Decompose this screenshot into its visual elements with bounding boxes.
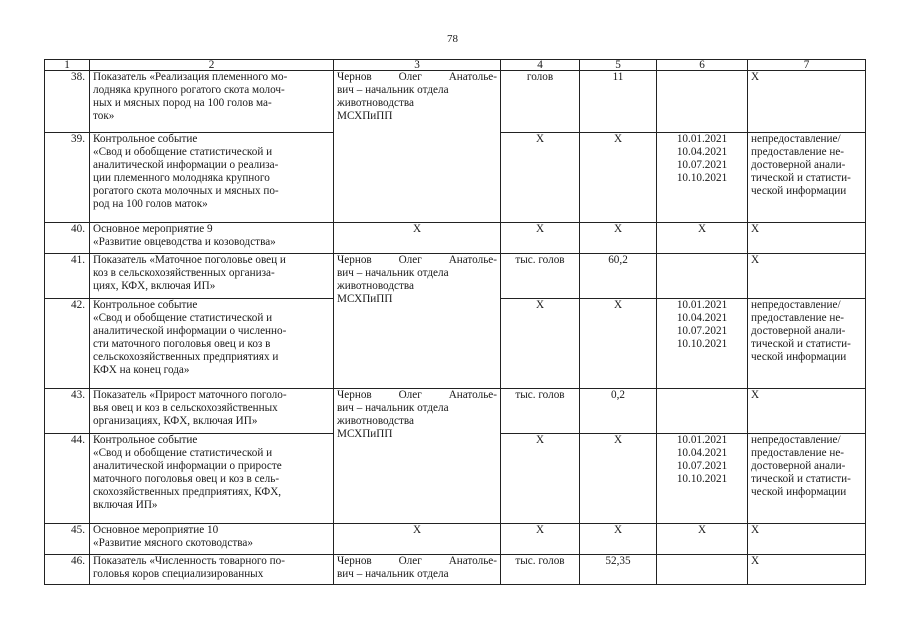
row-number: 39. <box>45 133 90 223</box>
unit-cell: X <box>501 299 580 389</box>
unit-cell: тыс. голов <box>501 555 580 585</box>
unit-cell: тыс. голов <box>501 254 580 299</box>
column-header: 1 <box>45 60 90 71</box>
value-cell: 52,35 <box>580 555 657 585</box>
responsible-line: животноводства <box>337 97 414 110</box>
table-row <box>45 71 866 133</box>
responsible-line: животноводства <box>337 415 414 428</box>
responsible-line: вич – начальник отдела <box>337 568 449 581</box>
column-number-row <box>45 60 866 71</box>
dates-cell <box>657 254 748 299</box>
unit-cell: X <box>501 434 580 524</box>
risk-cell: X <box>748 71 866 133</box>
value-cell: X <box>580 434 657 524</box>
responsible-cell: X <box>334 524 501 555</box>
responsible-line: МСХПиПП <box>337 428 393 441</box>
dates-cell <box>657 555 748 585</box>
table-row <box>45 254 866 299</box>
responsible-cell: X <box>334 223 501 254</box>
event-name: Контрольное событие «Свод и обобщение статистической и аналитической информации о реализа- ции племенного молодняка крупного рогатого скота молочных и мясных по- род на 100 голов маток» <box>90 133 334 223</box>
event-name: Основное мероприятие 10 «Развитие мясного скотоводства» <box>90 524 334 555</box>
column-header: 3 <box>334 60 501 71</box>
row-number: 40. <box>45 223 90 254</box>
column-header: 4 <box>501 60 580 71</box>
risk-cell: непредоставление/ предоставление не- достоверной анали- тической и статисти- ческой информации <box>748 133 866 223</box>
dates-cell: X <box>657 524 748 555</box>
dates-cell: 10.01.2021 10.04.2021 10.07.2021 10.10.2021 <box>657 133 748 223</box>
responsible-line: Чернов Олег Анатолье- <box>337 389 497 401</box>
dates-cell: X <box>657 223 748 254</box>
risk-cell: X <box>748 223 866 254</box>
responsible-line: Чернов Олег Анатолье- <box>337 555 497 567</box>
event-name: Показатель «Прирост маточного поголо- вья овец и коз в сельскохозяйственных организациях, КФХ, включая ИП» <box>90 389 334 434</box>
risk-cell: непредоставление/ предоставление не- достоверной анали- тической и статисти- ческой информации <box>748 299 866 389</box>
event-name: Контрольное событие «Свод и обобщение статистической и аналитической информации о численно- сти маточного поголовья овец и коз в сельскохозяйственных предприятиях и КФХ на конец года» <box>90 299 334 389</box>
value-cell: 0,2 <box>580 389 657 434</box>
responsible-line: Чернов Олег Анатолье- <box>337 254 497 266</box>
column-header: 7 <box>748 60 866 71</box>
responsible-line: Чернов Олег Анатолье- <box>337 71 497 83</box>
responsible-line: вич – начальник отдела <box>337 267 449 280</box>
event-name: Показатель «Реализация племенного мо- лодняка крупного рогатого скота молоч- ных и мясных пород на 100 голов ма- ток» <box>90 71 334 133</box>
responsible-executor <box>334 555 501 585</box>
dates-cell: 10.01.2021 10.04.2021 10.07.2021 10.10.2021 <box>657 434 748 524</box>
unit-cell: X <box>501 133 580 223</box>
unit-cell: X <box>501 524 580 555</box>
event-name: Основное мероприятие 9 «Развитие овцеводства и козоводства» <box>90 223 334 254</box>
unit-cell: голов <box>501 71 580 133</box>
row-number: 41. <box>45 254 90 299</box>
unit-cell: X <box>501 223 580 254</box>
risk-cell: непредоставление/ предоставление не- достоверной анали- тической и статисти- ческой информации <box>748 434 866 524</box>
responsible-line: МСХПиПП <box>337 110 393 123</box>
event-name: Показатель «Маточное поголовье овец и коз в сельскохозяйственных организа- циях, КФХ, включая ИП» <box>90 254 334 299</box>
table-row <box>45 223 866 254</box>
row-number: 46. <box>45 555 90 585</box>
responsible-executor <box>334 254 501 389</box>
event-name: Контрольное событие «Свод и обобщение статистической и аналитической информации о приросте маточного поголовья овец и коз в сель- скохозяйственных предприятиях, КФХ, включая ИП» <box>90 434 334 524</box>
value-cell: 60,2 <box>580 254 657 299</box>
responsible-line: вич – начальник отдела <box>337 402 449 415</box>
value-cell: X <box>580 299 657 389</box>
column-header: 2 <box>90 60 334 71</box>
risk-cell: X <box>748 254 866 299</box>
risk-cell: X <box>748 389 866 434</box>
table-row <box>45 555 866 585</box>
value-cell: 11 <box>580 71 657 133</box>
value-cell: X <box>580 223 657 254</box>
responsible-line: животноводства <box>337 280 414 293</box>
row-number: 45. <box>45 524 90 555</box>
dates-cell <box>657 71 748 133</box>
row-number: 44. <box>45 434 90 524</box>
table-row <box>45 389 866 434</box>
dates-cell: 10.01.2021 10.04.2021 10.07.2021 10.10.2021 <box>657 299 748 389</box>
page-number: 78 <box>447 33 458 45</box>
table-row <box>45 524 866 555</box>
dates-cell <box>657 389 748 434</box>
column-header: 6 <box>657 60 748 71</box>
program-table <box>44 59 866 585</box>
value-cell: X <box>580 133 657 223</box>
row-number: 38. <box>45 71 90 133</box>
responsible-line: МСХПиПП <box>337 293 393 306</box>
column-header: 5 <box>580 60 657 71</box>
responsible-executor <box>334 389 501 524</box>
risk-cell: X <box>748 555 866 585</box>
responsible-executor <box>334 71 501 223</box>
row-number: 43. <box>45 389 90 434</box>
value-cell: X <box>580 524 657 555</box>
unit-cell: тыс. голов <box>501 389 580 434</box>
risk-cell: X <box>748 524 866 555</box>
row-number: 42. <box>45 299 90 389</box>
responsible-line: вич – начальник отдела <box>337 84 449 97</box>
event-name: Показатель «Численность товарного по- головья коров специализированных <box>90 555 334 585</box>
